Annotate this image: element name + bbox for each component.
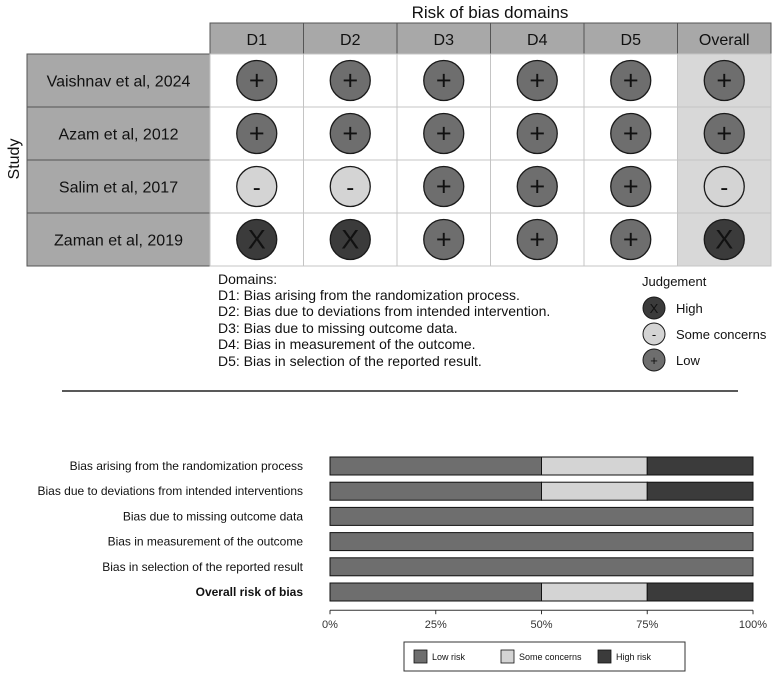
domain-description-d2: D2: Bias due to deviations from intended intervention. xyxy=(218,303,551,319)
legend-swatch-some-concerns xyxy=(501,650,514,663)
traffic-light-grid xyxy=(27,23,771,266)
judgement-symbol: + xyxy=(529,224,546,255)
summary-bar-chart xyxy=(0,400,780,677)
judgement-legend-title: Judgement xyxy=(642,274,707,289)
x-tick-label: 50% xyxy=(530,619,553,632)
study-name: Salim et al, 2017 xyxy=(58,179,179,197)
traffic-light-title: Risk of bias domains xyxy=(411,3,569,22)
study-name: Azam et al, 2012 xyxy=(58,126,179,144)
judgement-symbol: - xyxy=(252,174,261,202)
category-label: Overall risk of bias xyxy=(195,585,303,599)
bar-segment-high-risk xyxy=(647,583,753,601)
judgement-symbol: + xyxy=(529,118,546,149)
judgement-symbol: - xyxy=(720,174,729,202)
judgement-symbol: + xyxy=(716,118,733,149)
judgement-symbol: + xyxy=(435,118,452,149)
legend-label-high-risk: High risk xyxy=(616,652,652,662)
bar-segment-low-risk xyxy=(330,507,753,525)
domains-heading: Domains: xyxy=(218,271,278,287)
category-label: Bias in measurement of the outcome xyxy=(107,534,303,549)
domain-description-d4: D4: Bias in measurement of the outcome. xyxy=(218,336,476,352)
judgement-symbol: X xyxy=(715,224,734,255)
judgement-symbol: + xyxy=(248,118,265,149)
bar-segment-low-risk xyxy=(330,457,542,475)
column-header-d4: D4 xyxy=(527,32,548,49)
judgement-legend xyxy=(643,297,767,371)
bar-segment-high-risk xyxy=(647,482,753,500)
category-label: Bias due to missing outcome data xyxy=(122,509,303,524)
category-label: Bias in selection of the reported result xyxy=(102,559,303,574)
bar-chart-area xyxy=(38,457,768,631)
x-tick-label: 0% xyxy=(322,619,338,632)
legend-label-low-risk: Low risk xyxy=(432,652,466,662)
judgement-legend-label: Low xyxy=(676,353,700,368)
bar-segment-low-risk xyxy=(330,482,542,500)
judgement-legend-symbol: + xyxy=(650,353,658,368)
judgement-symbol: + xyxy=(529,65,546,96)
judgement-legend-symbol: - xyxy=(651,327,657,342)
judgement-symbol: + xyxy=(529,171,546,202)
judgement-symbol: + xyxy=(622,65,639,96)
legend-swatch-high-risk xyxy=(598,650,611,663)
bar-segment-some-concerns xyxy=(542,583,648,601)
legend-label-some-concerns: Some concerns xyxy=(519,652,582,662)
bar-segment-low-risk xyxy=(330,583,542,601)
judgement-symbol: X xyxy=(341,224,360,255)
judgement-symbol: + xyxy=(622,118,639,149)
category-label: Bias arising from the randomization process xyxy=(69,459,303,473)
bar-segment-some-concerns xyxy=(542,482,648,500)
bar-segment-some-concerns xyxy=(542,457,648,475)
study-name: Vaishnav et al, 2024 xyxy=(46,73,191,91)
y-axis-label: Study xyxy=(6,138,23,180)
column-header-d2: D2 xyxy=(340,32,361,49)
bar-segment-low-risk xyxy=(330,533,753,551)
domain-description-d5: D5: Bias in selection of the reported result. xyxy=(218,353,482,369)
judgement-symbol: + xyxy=(622,224,639,255)
judgement-legend-label: High xyxy=(676,301,703,316)
bar-segment-low-risk xyxy=(330,558,753,576)
judgement-symbol: + xyxy=(248,65,265,96)
domain-description-d3: D3: Bias due to missing outcome data. xyxy=(218,320,458,336)
judgement-symbol: + xyxy=(435,171,452,202)
bar-segment-high-risk xyxy=(647,457,753,475)
judgement-legend-label: Some concerns xyxy=(676,327,767,342)
column-header-overall: Overall xyxy=(698,32,750,49)
x-tick-label: 100% xyxy=(738,619,768,632)
x-tick-label: 25% xyxy=(424,619,447,632)
judgement-symbol: X xyxy=(247,224,266,255)
study-name: Zaman et al, 2019 xyxy=(54,232,183,250)
judgement-symbol: + xyxy=(716,65,733,96)
category-label: Bias due to deviations from intended interventions xyxy=(37,484,303,499)
domain-description-d1: D1: Bias arising from the randomization process. xyxy=(218,287,520,303)
judgement-symbol: - xyxy=(346,174,355,202)
judgement-symbol: + xyxy=(435,224,452,255)
judgement-legend-symbol: X xyxy=(649,301,659,316)
bar-chart-legend xyxy=(404,642,685,671)
column-header-d1: D1 xyxy=(246,32,267,49)
judgement-symbol: + xyxy=(342,118,359,149)
x-tick-label: 75% xyxy=(636,619,659,632)
judgement-symbol: + xyxy=(622,171,639,202)
column-header-d3: D3 xyxy=(433,32,454,49)
judgement-symbol: + xyxy=(342,65,359,96)
legend-swatch-low-risk xyxy=(414,650,427,663)
judgement-symbol: + xyxy=(435,65,452,96)
column-header-d5: D5 xyxy=(620,32,641,49)
